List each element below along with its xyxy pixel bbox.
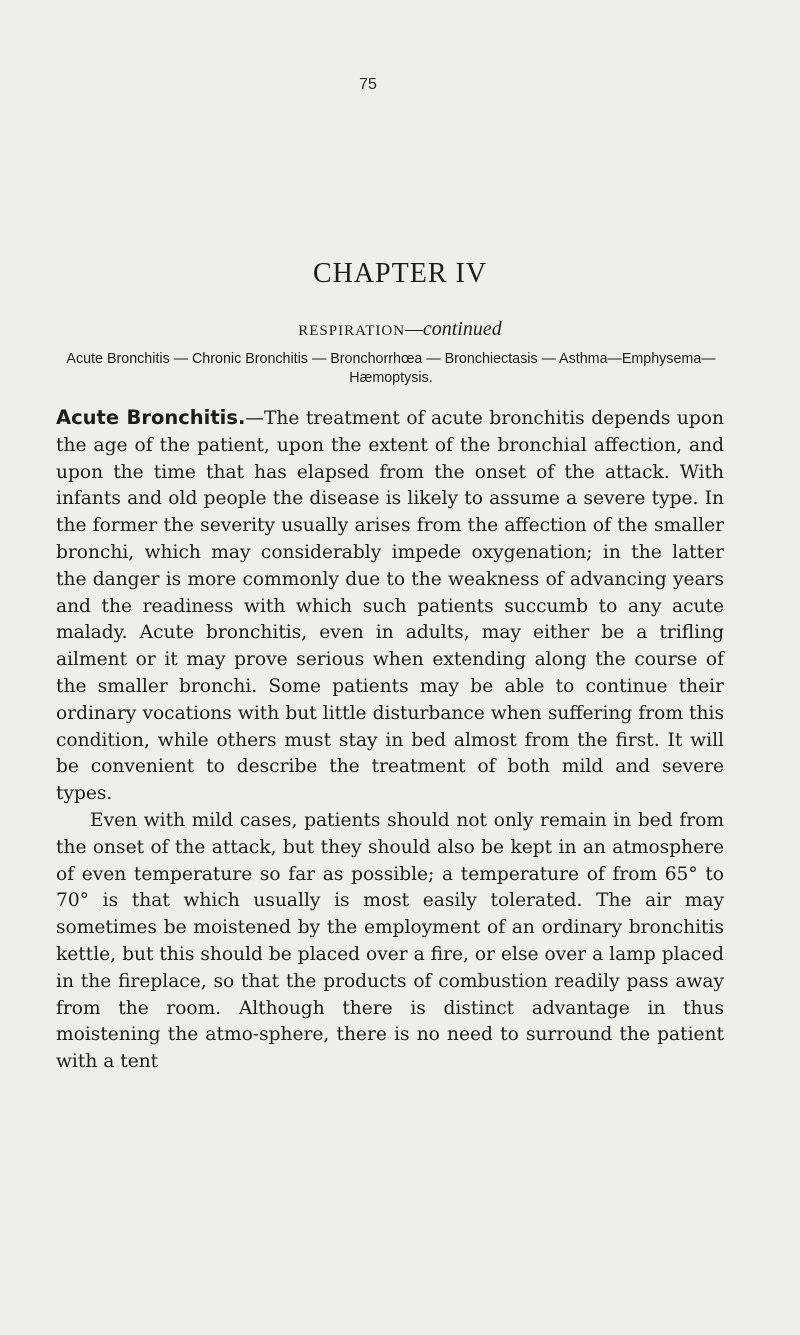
paragraph: [56, 405, 724, 808]
chapter-title: CHAPTER IV: [312, 258, 488, 289]
paragraph: Even with mild cases, patients should not only remain in bed from the onset of the attack, but they should also be kept in an atmosphere of even temperature so far as possible; a temperature of from 65° to 70° is that which usually is most easily tolerated. The air may sometimes be moistened by the employment of an ordinary bronchitis kettle, but this should be placed over a fire, or else over a lamp placed in the fireplace, so that the products of combustion readily pass away from the room. Although there is distinct advantage in thus moistening the atmo-sphere, there is no need to surround the patient with a tent: [56, 809, 724, 1073]
paragraph-text: —The treatment of acute bronchitis depends upon the age of the patient, upon the extent of the bronchial affection, and upon the time that has elapsed from the onset of the attack. With infants and old people the disease is likely to assume a severe type. In the former the severity usually arises from the affection of the smaller bronchi, which may considerably impede oxygenation; in the latter the danger is more commonly due to the weakness of advancing years and the readiness with which such patients succumb to any acute malady. Acute bronchitis, even in adults, may either be a trifling ailment or it may prove serious when extending along the course of the smaller bronchi. Some patients may be able to continue their ordinary vocations with but little disturbance when suffering from this condition, while others must stay in bed almost from the first. It will be convenient to describe the treatment of both mild and severe types.: [56, 408, 724, 805]
body-text: [56, 405, 724, 1076]
section-title: RESPIRATION: [298, 323, 406, 339]
chapter-contents-summary: Acute Bronchitis — Chronic Bronchitis — Bronchorrhœa — Bronchiectasis — Asthma—Emphysema—Hæmoptysis.: [66, 351, 716, 386]
run-in-heading: Acute Bronchitis.: [56, 406, 246, 429]
section-continued-note: —continued: [405, 318, 502, 340]
page-number: 75: [359, 76, 377, 93]
section-heading: [0, 318, 800, 341]
